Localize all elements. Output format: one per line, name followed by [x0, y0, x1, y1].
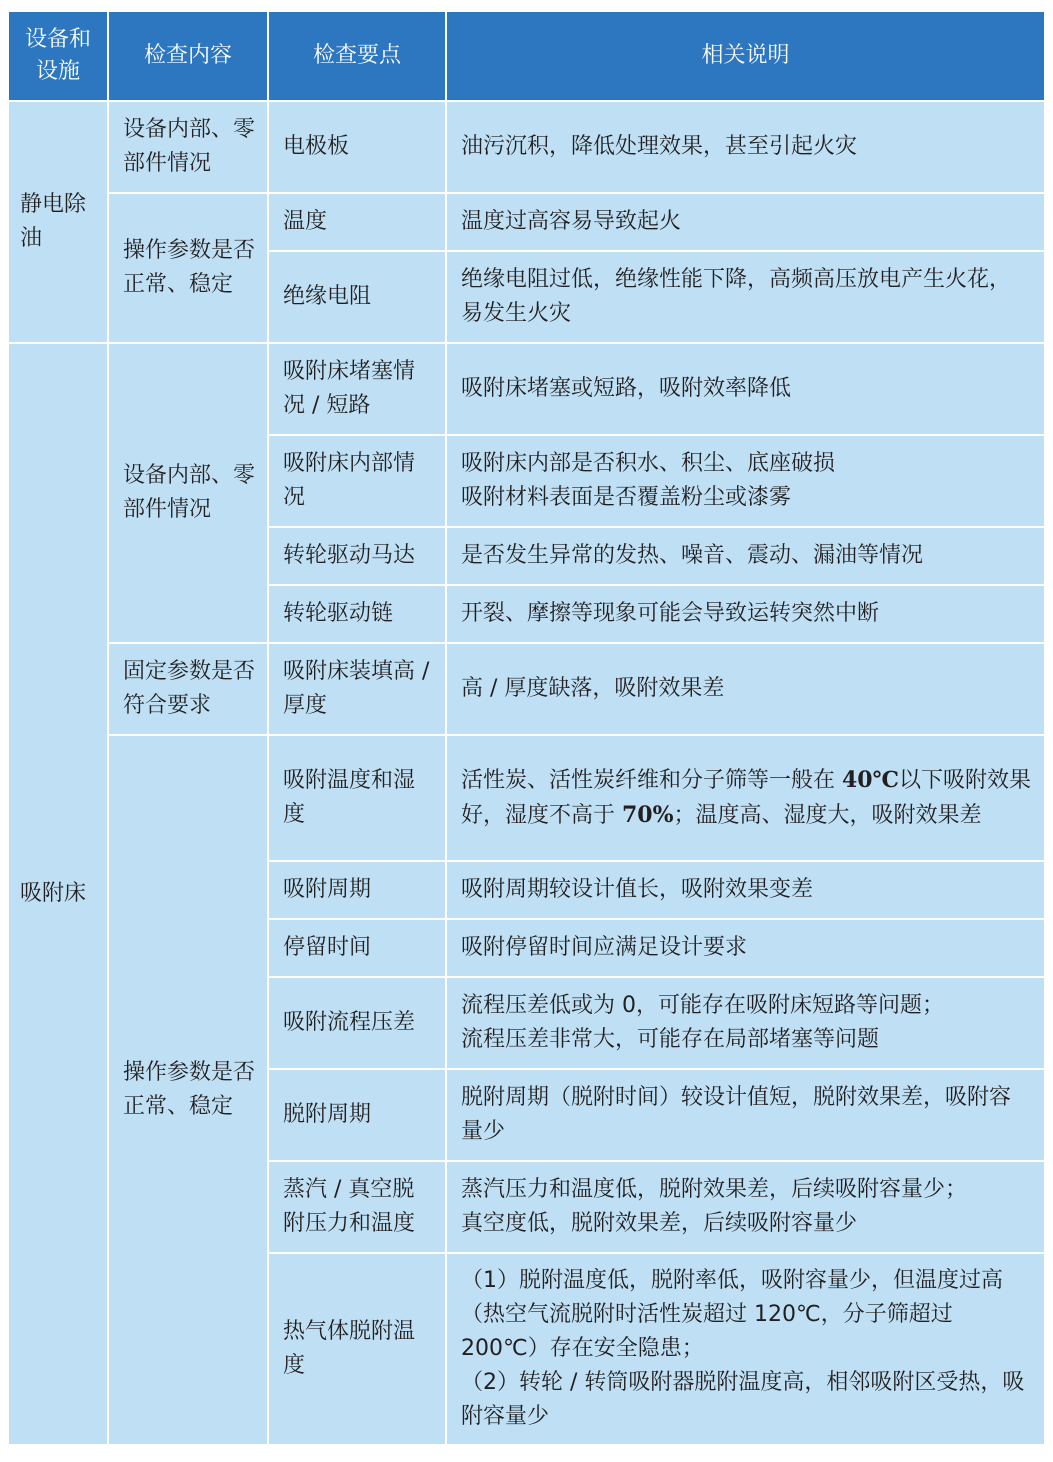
content-cell: 操作参数是否正常、稳定 [108, 735, 268, 1445]
content-cell: 设备内部、零部件情况 [108, 343, 268, 643]
point-cell: 吸附床装填高 / 厚度 [268, 643, 446, 735]
note-cell: 吸附停留时间应满足设计要求 [446, 919, 1045, 977]
header-content: 检查内容 [108, 11, 268, 101]
point-cell: 吸附流程压差 [268, 977, 446, 1069]
note-cell: 油污沉积，降低处理效果，甚至引起火灾 [446, 101, 1045, 193]
point-cell: 脱附周期 [268, 1069, 446, 1161]
note-text: 活性炭、活性炭纤维和分子筛等一般在 [461, 768, 842, 793]
note-cell: 是否发生异常的发热、噪音、震动、漏油等情况 [446, 527, 1045, 585]
point-cell: 热气体脱附温度 [268, 1253, 446, 1445]
point-cell: 吸附温度和湿度 [268, 735, 446, 861]
point-cell: 转轮驱动马达 [268, 527, 446, 585]
content-cell: 固定参数是否符合要求 [108, 643, 268, 735]
point-cell: 转轮驱动链 [268, 585, 446, 643]
equipment-adsorber: 吸附床 [8, 343, 108, 1445]
inspection-table [7, 10, 1046, 1446]
header-note: 相关说明 [446, 11, 1045, 101]
note-line: 流程压差非常大，可能存在局部堵塞等问题 [461, 1027, 880, 1052]
note-cell [446, 1253, 1045, 1445]
note-cell: 高 / 厚度缺落，吸附效果差 [446, 643, 1045, 735]
header-equipment: 设备和设施 [8, 11, 108, 101]
note-line: 真空度低，脱附效果差，后续吸附容量少 [461, 1211, 858, 1236]
note-line: 吸附材料表面是否覆盖粉尘或漆雾 [461, 485, 792, 510]
note-number: 40℃ [842, 767, 899, 793]
header-point: 检查要点 [268, 11, 446, 101]
content-cell: 设备内部、零部件情况 [108, 101, 268, 193]
header-row [8, 11, 1045, 101]
note-cell [446, 435, 1045, 527]
note-cell: 吸附床堵塞或短路，吸附效率降低 [446, 343, 1045, 435]
note-line: 吸附床内部是否积水、积尘、底座破损 [461, 451, 836, 476]
note-line: （2）转轮 / 转筒吸附器脱附温度高，相邻吸附区受热，吸附容量少 [461, 1370, 1025, 1429]
point-cell: 电极板 [268, 101, 446, 193]
note-cell: 绝缘电阻过低，绝缘性能下降，高频高压放电产生火花，易发生火灾 [446, 251, 1045, 343]
note-line: （1）脱附温度低，脱附率低，吸附容量少，但温度过高（热空气流脱附时活性炭超过 120℃，分子筛超过 200℃）存在安全隐患； [461, 1268, 1003, 1361]
note-text: 以下吸附效果好，湿度不高于 [461, 768, 1031, 828]
equipment-electrostatic: 静电除油 [8, 101, 108, 343]
point-cell: 绝缘电阻 [268, 251, 446, 343]
table-row [8, 193, 1045, 251]
table-row [8, 343, 1045, 435]
content-cell: 操作参数是否正常、稳定 [108, 193, 268, 343]
point-cell: 蒸汽 / 真空脱附压力和温度 [268, 1161, 446, 1253]
point-cell: 吸附周期 [268, 861, 446, 919]
note-cell: 温度过高容易导致起火 [446, 193, 1045, 251]
note-cell [446, 977, 1045, 1069]
table-row [8, 643, 1045, 735]
note-text: ；温度高、湿度大，吸附效果差 [673, 803, 982, 828]
point-cell: 吸附床堵塞情况 / 短路 [268, 343, 446, 435]
note-number: 70% [622, 802, 674, 828]
note-cell [446, 1161, 1045, 1253]
note-line: 蒸汽压力和温度低，脱附效果差，后续吸附容量少； [461, 1177, 968, 1202]
note-cell [446, 735, 1045, 861]
point-cell: 吸附床内部情况 [268, 435, 446, 527]
note-cell: 脱附周期（脱附时间）较设计值短，脱附效果差，吸附容量少 [446, 1069, 1045, 1161]
table-row [8, 101, 1045, 193]
note-line: 流程压差低或为 0，可能存在吸附床短路等问题； [461, 993, 944, 1018]
note-cell: 开裂、摩擦等现象可能会导致运转突然中断 [446, 585, 1045, 643]
table-row [8, 735, 1045, 861]
note-cell: 吸附周期较设计值长，吸附效果变差 [446, 861, 1045, 919]
point-cell: 停留时间 [268, 919, 446, 977]
point-cell: 温度 [268, 193, 446, 251]
